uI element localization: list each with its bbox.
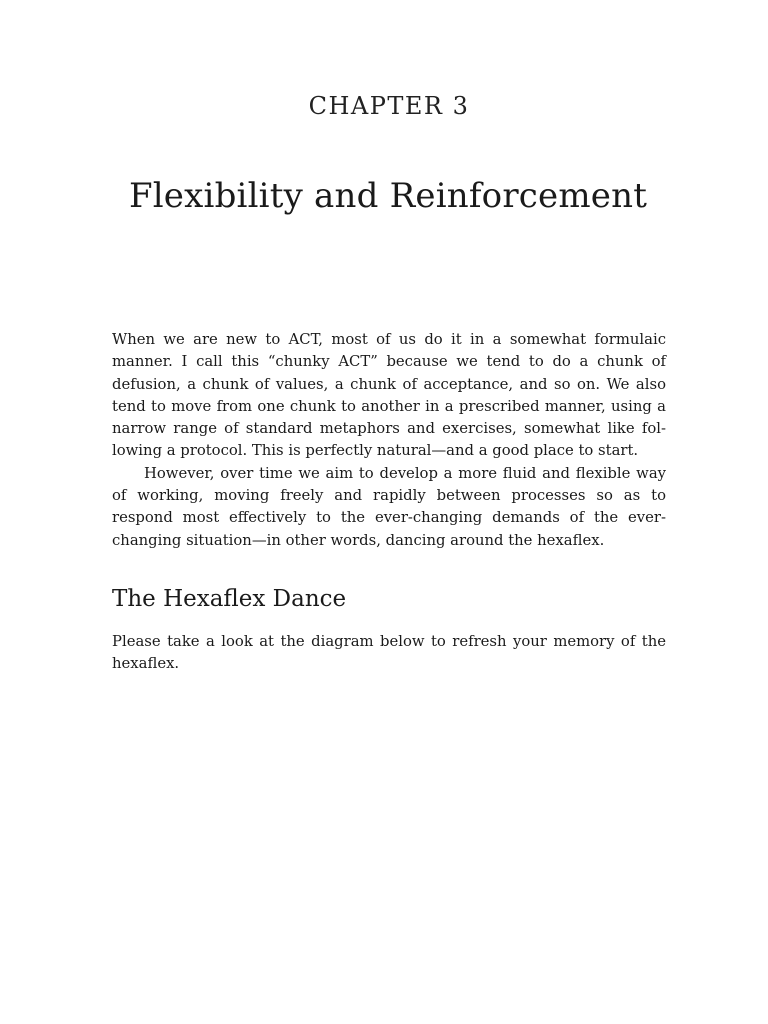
section-paragraph: Please take a look at the diagram below to refresh your memory of the hexaflex. xyxy=(112,633,666,673)
intro-paragraph-1: When we are new to ACT, most of us do it in a somewhat formulaic manner. I call this “chunky ACT” because we tend to do a chunk of defusion, a chunk of values, a chunk of acceptance, and so on. We also tend to move from one chunk to another in a prescribed manner, using a narrow range of standard metaphors and exercises, somewhat like following a protocol. This is perfectly natural—and a good place to start. xyxy=(112,331,666,460)
section-text xyxy=(112,631,666,676)
chapter-label: CHAPTER 3 xyxy=(308,92,470,120)
intro-text xyxy=(112,329,666,552)
intro-paragraph-2: However, over time we aim to develop a more fluid and flexible way of working, moving freely and rapidly between processes so as to respond most effectively to the ever-changing demands of the ever-changing situation—in other words, dancing around the hexaflex. xyxy=(112,464,666,549)
chapter-title: Flexibility and Reinforcement xyxy=(128,176,648,216)
section-heading: The Hexaflex Dance xyxy=(112,586,347,612)
